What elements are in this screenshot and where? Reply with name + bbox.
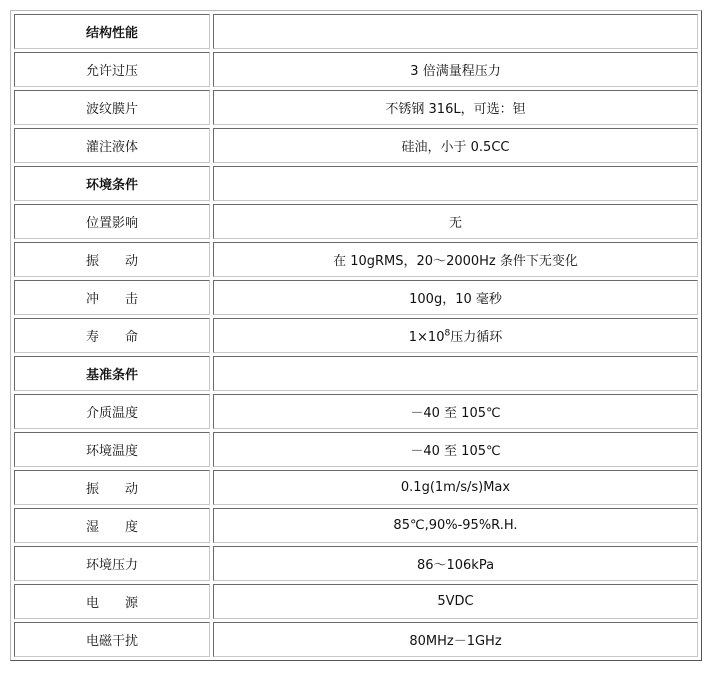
row-label: 电磁干扰	[14, 622, 210, 657]
row-value: 0.1g(1m/s/s)Max	[213, 470, 698, 505]
section-value	[213, 166, 698, 201]
table-row	[14, 508, 698, 543]
row-label: 位置影响	[14, 204, 210, 239]
table-row	[14, 584, 698, 619]
row-value: 不锈钢 316L，可选：钽	[213, 90, 698, 125]
section-row-structure	[14, 14, 698, 49]
table-row	[14, 90, 698, 125]
table-row	[14, 52, 698, 87]
section-title: 基准条件	[14, 356, 210, 391]
table-row	[14, 242, 698, 277]
row-label: 湿 度	[14, 508, 210, 543]
row-value: 无	[213, 204, 698, 239]
section-row-reference	[14, 356, 698, 391]
row-value: 85℃,90%-95%R.H.	[213, 508, 698, 543]
row-value: 硅油，小于 0.5CC	[213, 128, 698, 163]
row-value: 80MHz－1GHz	[213, 622, 698, 657]
row-label: 灌注液体	[14, 128, 210, 163]
section-title: 环境条件	[14, 166, 210, 201]
table-row	[14, 394, 698, 429]
row-value	[213, 318, 698, 353]
table-row	[14, 546, 698, 581]
value-suffix: 压力循环	[450, 330, 503, 345]
row-label: 冲 击	[14, 280, 210, 315]
section-value	[213, 356, 698, 391]
row-label: 寿 命	[14, 318, 210, 353]
row-label: 电 源	[14, 584, 210, 619]
row-label: 振 动	[14, 242, 210, 277]
row-value: 3 倍满量程压力	[213, 52, 698, 87]
row-value: 5VDC	[213, 584, 698, 619]
table-row	[14, 470, 698, 505]
table-row	[14, 432, 698, 467]
row-label: 环境压力	[14, 546, 210, 581]
section-title: 结构性能	[14, 14, 210, 49]
row-value: －40 至 105℃	[213, 394, 698, 429]
table-row	[14, 280, 698, 315]
row-value: 在 10gRMS，20～2000Hz 条件下无变化	[213, 242, 698, 277]
row-value: －40 至 105℃	[213, 432, 698, 467]
table-row	[14, 128, 698, 163]
value-exponent: 8	[444, 328, 451, 339]
table-row	[14, 204, 698, 239]
section-row-environment	[14, 166, 698, 201]
row-value: 100g，10 毫秒	[213, 280, 698, 315]
section-value	[213, 14, 698, 49]
row-label: 环境温度	[14, 432, 210, 467]
row-label: 振 动	[14, 470, 210, 505]
row-label: 波纹膜片	[14, 90, 210, 125]
table-row	[14, 622, 698, 657]
row-label: 允许过压	[14, 52, 210, 87]
value-prefix: 1×10	[408, 330, 445, 345]
table-row	[14, 318, 698, 353]
row-value: 86～106kPa	[213, 546, 698, 581]
spec-table	[10, 10, 702, 661]
row-label: 介质温度	[14, 394, 210, 429]
